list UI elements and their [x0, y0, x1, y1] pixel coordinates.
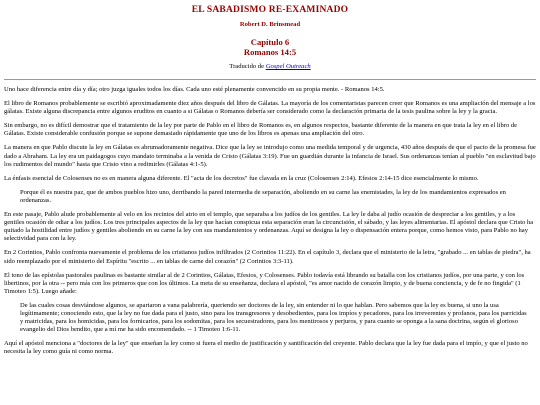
paragraph: Sin embargo, no es difícil demostrar que el tratamiento de la ley por parte de Pablo en el libro de Romanos es, en algunos respectos, bastante diferente de la manera en que trata la ley en el libro de Gálatas. Existe considerable confusión porque se supone demasiado rápidamente que uno de los libros es apenas una ampliación del otro. — [4, 122, 518, 138]
paragraph: El libro de Romanos probablemente se escribió aproximadamente diez años después del libro de Gálatas. La mayoría de los comentaristas parecen creer que Romanos es una ampliación del mensaje a los gálatas. Existe alguna discrepancia entre algunos eruditos en cuanto a si Gálatas o Romanos debería ser considerado como la declaración primaria de la tesis paulina sobre la ley y la gracia. — [4, 100, 536, 116]
block-quote: Porque él es nuestra paz, que de ambos pueblos hizo uno, derribando la pared intermedia de separación, aboliendo en su carne las enemistades, la ley de los mandamientos expresados en ordenanzas. — [20, 188, 506, 204]
paragraph: La manera en que Pablo discute la ley en Gálatas es abrumadoramente negativa. Dice que la ley se introdujo como una medida temporal y de urgencia, 430 años después de que el pacto de la promesa fue dado a Abraham. La ley era un paidagogos cuyo mandato terminaba a la venida de Cristo (Gálatas 3:19). Fue un guardián durante la infancia de Israel. Sus ordenanzas tenían al pueblo "en esclavitud bajo los rudimentos del mundo" hasta que Cristo vino a redimirles (Gálatas 4:1-5). — [4, 144, 536, 168]
divider — [4, 79, 536, 80]
chapter-heading — [4, 37, 536, 57]
paragraph: El tono de las epístolas pastorales paulinas es bastante similar al de 2 Corintios, Gálatas, Efesios, y Colosenses. Pablo todavía está librando su batalla con los cristianos judíos, por una parte, y con los libertinos, por la otra -- pero más con los primeros que con los últimos. La meta de su enseñanza, declara el apóstol, "es amor nacido de corazón limpio, y de buena conciencia, y de fe no fingida" (1 Timoteo 1:5). Luego añade: — [4, 271, 525, 295]
paragraph: Aquí el apóstol menciona a "doctores de la ley" que enseñan la ley como si fuera el medio de justificación y santificación del creyente. Pablo declara que la ley fue dada para el impío, y que el justo no necesita la ley como guía ni como norma. — [4, 340, 528, 356]
translator-credit — [4, 63, 536, 70]
paragraph: La énfasis esencial de Colosenses no es en manera alguna diferente. El "acta de los decretos" fue clavada en la cruz (Colosenses 2:14). Efesios 2:14-15 dice esencialmente lo mismo. — [4, 174, 479, 182]
author-name: Robert D. Brinsmead — [239, 21, 301, 28]
chapter-reference: Romanos 14:5 — [243, 47, 297, 57]
paragraph-epigraph: Uno hace diferencia entre día y día; otro juzga iguales todos los días. Cada uno esté plenamente convencido en su propia mente. - Romanos 14:5. — [4, 86, 385, 93]
document-title: EL SABADISMO RE-EXAMINADO — [191, 5, 349, 15]
paragraph: En 2 Corintios, Pablo confronta nuevamente el problema de los cristianos judíos infiltrados (2 Corintios 11:22). En el capítulo 3, declara que el ministerio de la letra, "grabado ... en tablas de piedra", ha sido reemplazado por el ministerio del Espíritu "escrito ... en tablas de carne del corazón" (2 Corintios 3:3-11). — [4, 249, 531, 265]
gospel-outreach-link[interactable]: Gospel Outreach — [265, 63, 311, 70]
chapter-number: Capítulo 6 — [250, 37, 290, 47]
translator-prefix: Traducido de — [229, 63, 266, 70]
paragraph: En este pasaje, Pablo alude probablemente al velo en los recintos del atrio en el templo, que separaba a los judíos de los gentiles. La ley le daba al judío ocasión de despreciar a los gentiles, y a los gentiles ocasión de odiar a los judíos. Los tres principales aspectos de la ley que hacían conspicua esta separación eran la circuncisión, el sábado, y las leyes alimentarias. El apóstol declara que Cristo ha quitado la hostilidad entre judíos y gentiles aboliendo en su carne la ley con sus mandamientos y ordenanzas. Aquí se designa la ley o dispensación entera porque, como hemos visto, para Pablo no hay selectividad para con la ley. — [4, 211, 534, 243]
block-quote: De las cuales cosas desviándose algunos, se apartaron a vana palabrería, queriendo ser doctores de la ley, sin entender ni lo que hablan. Pero sabemos que la ley es buena, si uno la usa legítimamente; conociendo esto, que la ley no fue dada para el justo, sino para los transgresores y desobedientes, para los impíos y pecadores, para los irreverentes y profanos, para los parricidas y matricidas, para los homicidas, para los fornicarios, para los sodomitas, para los secuestradores, para los mentirosos y perjuros, y para cuanto se oponga a la sana doctrina, según el glorioso evangelio del Dios bendito, que a mí me ha sido encomendado. -- 1 Timoteo 1:6-11. — [20, 301, 527, 334]
